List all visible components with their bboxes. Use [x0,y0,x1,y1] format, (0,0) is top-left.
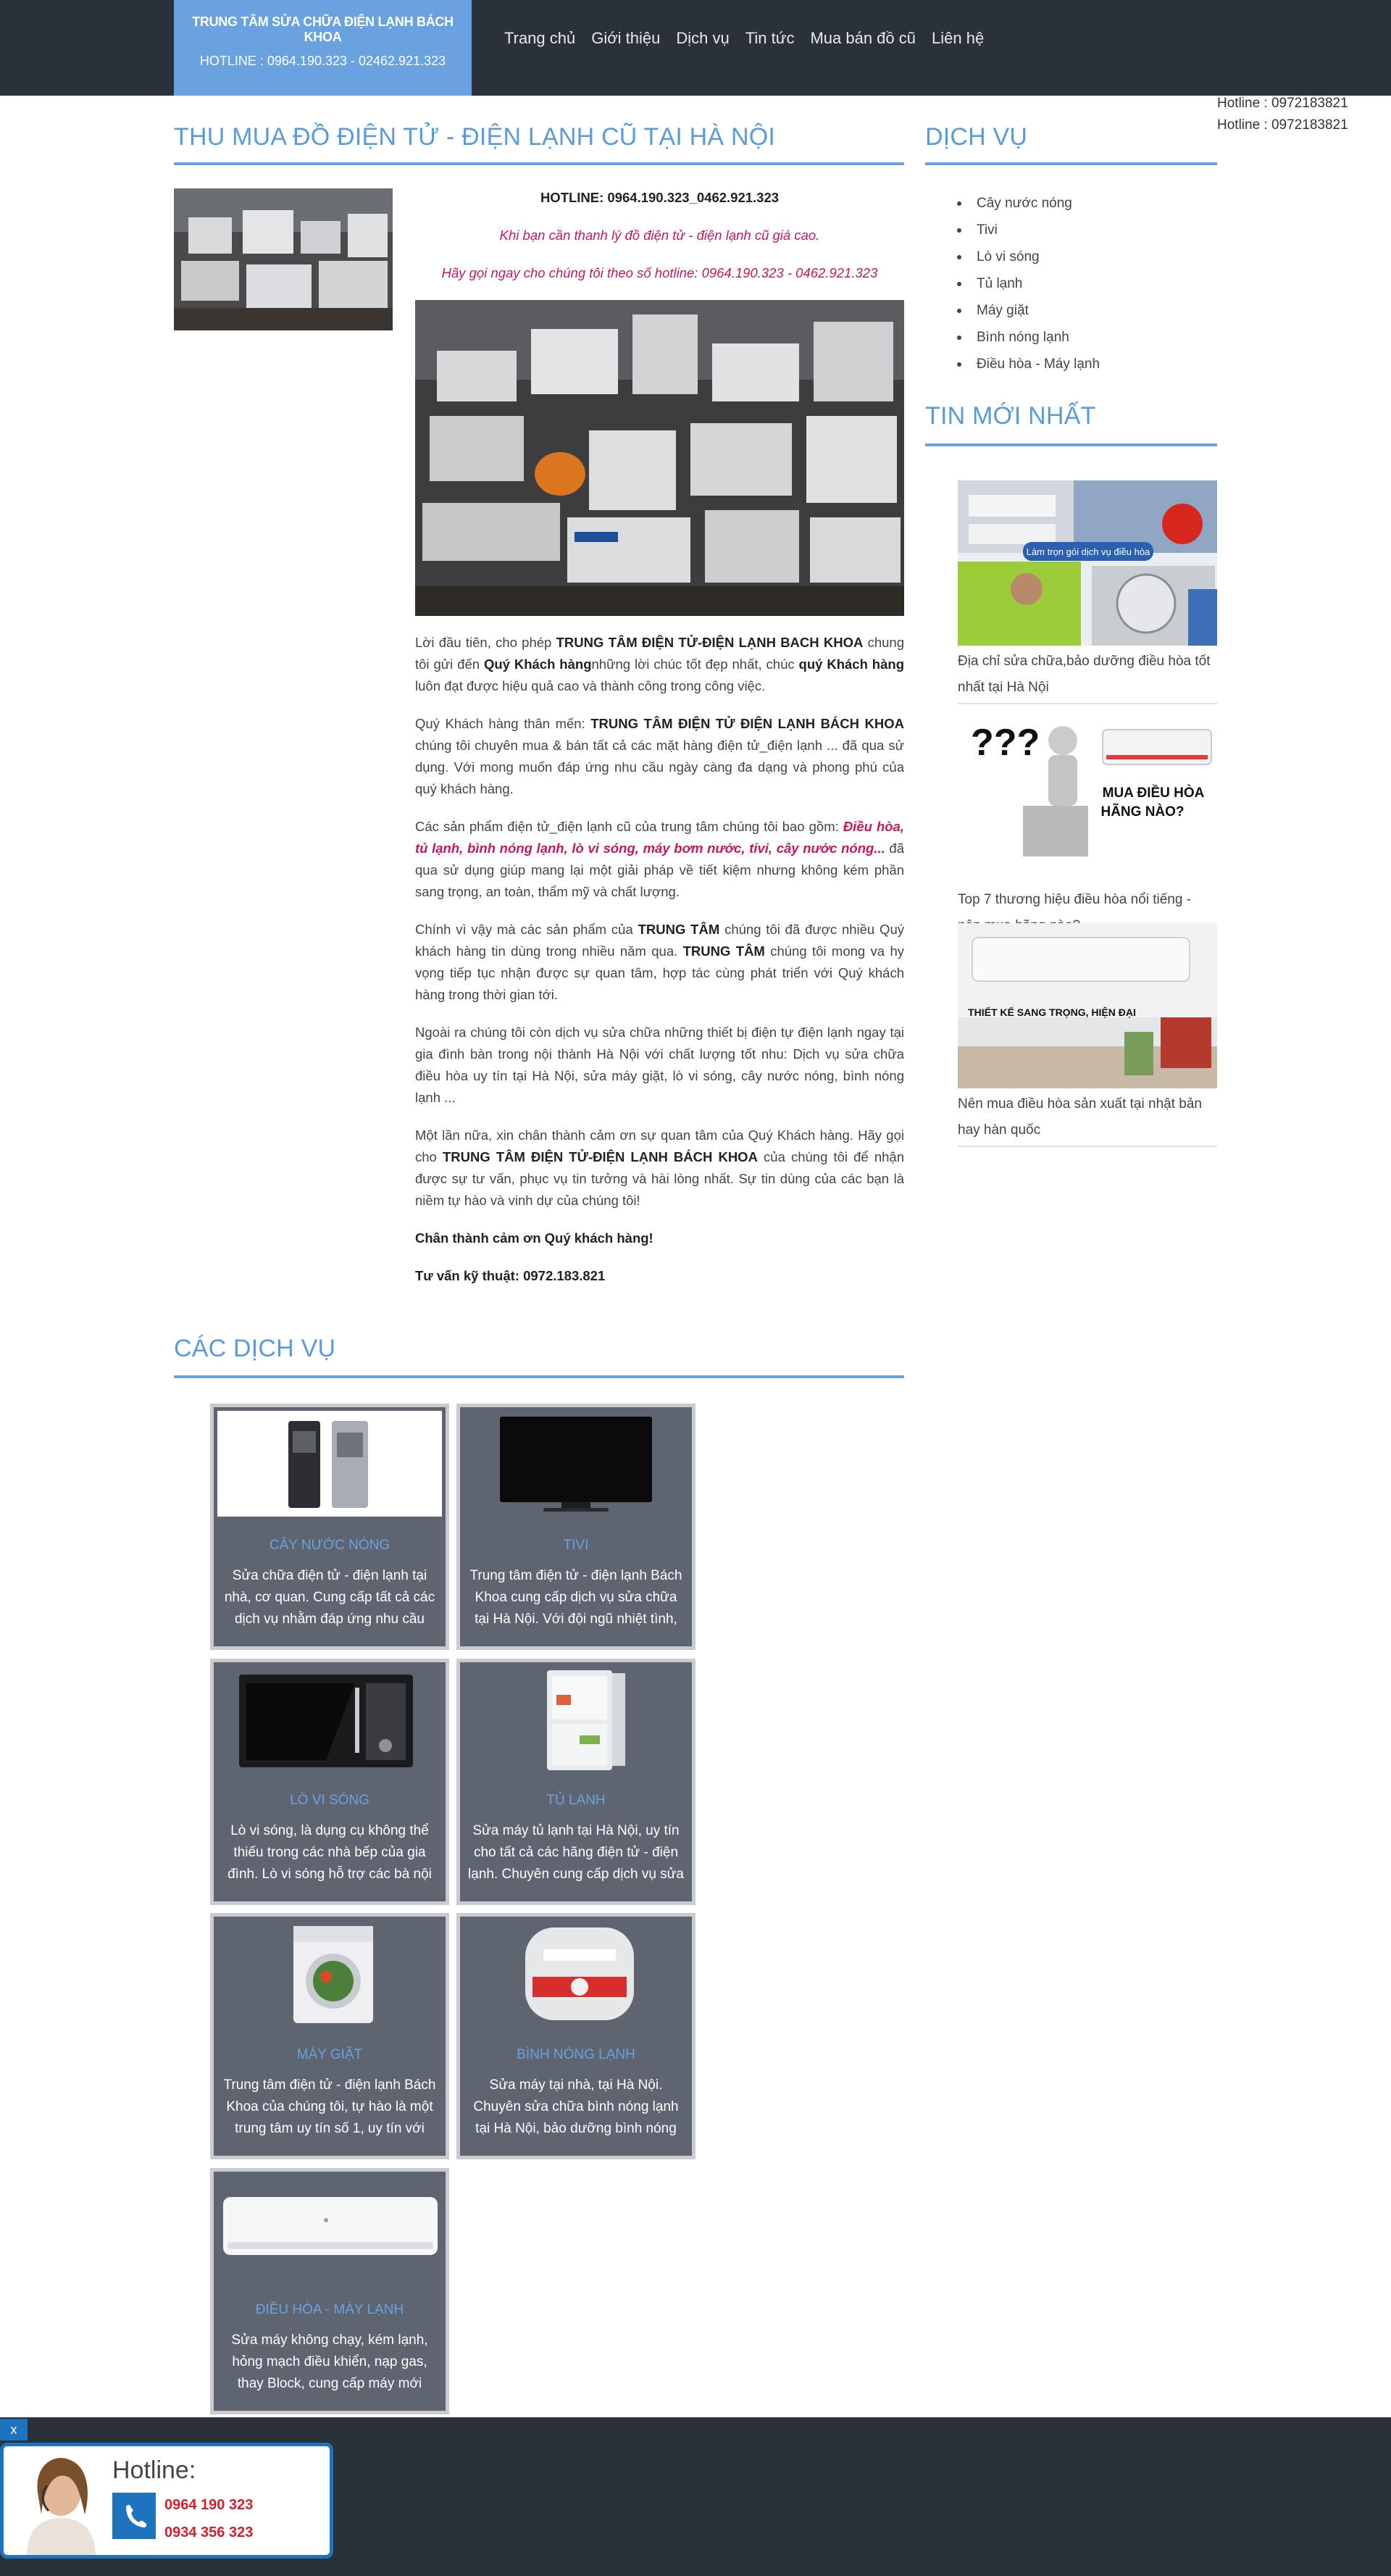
article-paragraph-5: Ngoài ra chúng tôi còn dịch vụ sửa chữa những thiết bị điện tự điện lạnh ngay tại gia đình bàn trong nội thành Hà Nội với chất lượng tốt nhu: Dịch vụ sửa chữa điều hòa uy tín tại Hà Nội, sửa máy giặt, lò vi sóng, cây nước nóng, bình nóng lạnh ... [415,1025,904,1105]
svg-text:THIẾT KẾ SANG TRỌNG, HIỆN ĐẠI: THIẾT KẾ SANG TRỌNG, HIỆN ĐẠI [968,1006,1136,1018]
sidebar-services-underline [925,162,1217,165]
card-title[interactable]: TIVI [563,1538,589,1553]
logo-title: TRUNG TÂM SỬA CHỮA ĐIỆN LẠNH BÁCH KHOA [192,14,454,44]
card-title[interactable]: LÒ VI SÓNG [290,1793,369,1808]
water-heater-image [464,1920,688,2026]
news-title[interactable]: Địa chỉ sửa chữa,bảo dưỡng điều hòa tốt nhất tại Hà Nội [958,654,1211,695]
hotline-title: Hotline: [112,2456,196,2484]
card-description: Trung tâm điện tử - điện lạnh Bách Khoa của chúng tôi, tự hào là một trung tâm uy tín số 1, uy tín với [223,2077,436,2136]
nav-about[interactable]: Giới thiệu [591,29,661,47]
service-card-microwave[interactable] [210,1659,449,1905]
card-title[interactable]: BÌNH NÓNG LẠNH [517,2047,635,2062]
page-title: THU MUA ĐỒ ĐIỆN TỬ - ĐIỆN LẠNH CŨ TẠI HÀ NỘI [174,123,775,151]
article-paragraph-1: Lời đầu tiên, cho phép TRUNG TÂM ĐIỆN TỬ-ĐIỆN LẠNH BACH KHOA chung tôi gửi đến Quý Khách hàngnhững lời chúc tốt đẹp nhất, chúc quý Khách hàng luôn đạt được hiệu quả cao và thành công trong công việc. [415,635,905,693]
card-title[interactable]: MÁY GIẶT [296,2047,363,2062]
site-header [0,0,1391,96]
phone-icon [112,2493,156,2539]
title-underline [174,162,904,165]
washer-image [217,1920,442,2026]
sidebar-news-underline [925,443,1217,446]
card-title[interactable]: ĐIỀU HÒA - MÁY LẠNH [255,2302,404,2317]
tv-image [464,1411,688,1517]
support-agent-avatar [12,2449,110,2556]
close-hotline-button[interactable]: x [0,2419,28,2440]
article-thanks: Chân thành cảm ơn Quý khách hàng! [415,1230,653,1246]
nav-contact[interactable]: Liên hệ [932,29,985,47]
service-card-washer[interactable] [210,1913,449,2159]
water-dispenser-image [217,1411,442,1517]
article-content [415,187,904,1303]
fridge-image [464,1666,688,1772]
news-divider [958,1146,1217,1147]
article-paragraph-4: Chính vì vậy mà các sản phẩm của TRUNG TÂM chúng tôi đã được nhiều Quý khách hàng tin dùng trong nhiều năm qua. TRUNG TÂM chúng tôi mong va hy vọng tiếp tục nhận được sự quan tâm, hợp tác cùng phát triển với Quý khách hàng trong thời gian tới. [415,922,905,1002]
card-title[interactable]: CÂY NƯỚC NÓNG [269,1538,390,1553]
svg-text:???: ??? [971,722,1040,764]
article-paragraph-2: Quý Khách hàng thân mến: TRUNG TÂM ĐIỆN TỬ ĐIỆN LẠNH BÁCH KHOA chúng tôi chuyên mua & bán tất cả các mặt hàng điện tử_điện lạnh ... đã qua sử dụng. Với mong muốn đáp ứng nhu cầu ngày càng đa dạng và phong phú của quý khách hàng. [415,716,904,796]
sidebar-item-fridge[interactable]: Tủ lạnh [955,270,1100,297]
article-advisor: Tư vấn kỹ thuật: 0972.183.821 [415,1268,606,1283]
news-image[interactable] [958,923,1217,1088]
service-card-water-dispenser[interactable] [210,1404,449,1650]
card-title[interactable]: TỦ LẠNH [546,1793,606,1808]
sidebar-news-title: TIN MỚI NHẤT [925,402,1096,430]
top-hotline-1: Hotline : 0972183821 [1217,96,1348,111]
hotline-widget[interactable] [0,2443,333,2559]
card-description: Trung tâm điện tử - điện lạnh Bách Khoa cung cấp dịch vụ sửa chữa tại Hà Nội. Với đội ngũ nhiệt tình, [469,1568,682,1627]
microwave-image [217,1666,442,1772]
hotline-number-2[interactable]: 0934 356 323 [164,2525,254,2540]
svg-text:Làm trọn gói dịch vụ điều hòa: Làm trọn gói dịch vụ điều hòa [1026,546,1150,557]
news-image[interactable] [958,719,1217,884]
card-description: Sửa máy không chạy, kém lạnh, hỏng mạch điều khiển, nạp gas, thay Block, cung cấp máy mới [231,2333,428,2391]
article-main-image [415,300,904,616]
news-item[interactable] [958,719,1217,943]
nav-home[interactable]: Trang chủ [504,29,576,47]
top-hotline-2: Hotline : 0972183821 [1217,117,1348,133]
service-card-water-heater[interactable] [456,1913,696,2159]
news-item[interactable] [958,923,1217,1147]
news-item[interactable] [958,480,1217,704]
air-conditioner-image [217,2175,442,2281]
svg-text:HÃNG NÀO?: HÃNG NÀO? [1100,804,1185,820]
card-description: Sửa máy tại nhà, tại Hà Nội. Chuyên sửa chữa bình nóng lạnh tại Hà Nội, bảo dưỡng bình nóng [473,2077,679,2136]
news-title[interactable]: Nên mua điều hòa sản xuất tại nhật bản hay hàn quốc [958,1096,1202,1138]
services-section-underline [174,1375,904,1378]
nav-services[interactable]: Dịch vụ [676,29,730,47]
nav-used-goods[interactable]: Mua bán đồ cũ [810,29,916,47]
svg-text:MUA ĐIỀU HÒA: MUA ĐIỀU HÒA [1102,785,1205,801]
article-paragraph-3: Các sản phẩm điện tử_điện lạnh cũ của trung tâm chúng tôi bao gồm: Điều hòa, tủ lạnh, bình nóng lạnh, lò vi sóng, máy bơm nước, tivi, cây nước nóng... đã qua sử dụng giúp mang lại một giải pháp về tiết kiệm nhưng không kém phần sang trọng, an toàn, thẩm mỹ và chất lượng. [415,819,904,899]
nav-news[interactable]: Tin tức [745,29,795,47]
article-hotline: HOTLINE: 0964.190.323_0462.921.323 [540,190,780,205]
sidebar-item-water-heater[interactable]: Bình nóng lạnh [955,324,1100,351]
sidebar-services-list [955,190,1100,378]
service-card-fridge[interactable] [456,1659,696,1905]
hotline-number-1[interactable]: 0964 190 323 [164,2497,254,2513]
news-image[interactable] [958,480,1217,646]
article-paragraph-6: Một lần nữa, xin chân thành cảm ơn sự quan tâm của Quý Khách hàng. Hãy gọi cho TRUNG TÂM ĐIỆN TỬ-ĐIỆN LẠNH BÁCH KHOA của chúng tôi để nhận được sự tư vấn, phục vụ tin tưởng và hài lòng nhất. Sự tin dùng của các bạn là niềm tự hào và vinh dự của chúng tôi! [415,1127,904,1208]
card-description: Sửa chữa điện tử - điện lạnh tại nhà, cơ quan. Cung cấp tất cả các dịch vụ nhằm đáp ứng nhu cầu [224,1568,435,1627]
sidebar-item-washer[interactable]: Máy giặt [955,297,1100,324]
article-tagline-1: Khi bạn cần thanh lý đồ điện tử - điện lạnh cũ giá cao. [499,228,820,243]
sidebar-item-microwave[interactable]: Lò vi sóng [955,243,1100,270]
sidebar-item-water-dispenser[interactable]: Cây nước nóng [955,190,1100,217]
sidebar-services-title: DỊCH VỤ [925,123,1028,151]
article-thumbnail [174,188,393,330]
logo-hotline: HOTLINE : 0964.190.323 - 02462.921.323 [199,54,446,68]
site-logo[interactable] [174,0,472,96]
news-title[interactable]: Top 7 thương hiệu điều hòa nổi tiếng - [958,892,1192,907]
sidebar-item-air-conditioner[interactable]: Điều hòa - Máy lạnh [955,351,1100,378]
services-section-title: CÁC DỊCH VỤ [174,1335,336,1362]
service-card-air-conditioner[interactable] [210,2168,449,2414]
sidebar-item-tv[interactable]: Tivi [955,217,1100,243]
card-description: Lò vi sóng, là dụng cụ không thể thiếu trong các nhà bếp của gia đình. Lò vi sóng hỗ trợ các bà nội [227,1823,432,1882]
main-nav [504,29,1000,48]
news-divider [958,703,1217,704]
article-tagline-2: Hãy gọi ngay cho chúng tôi theo số hotline: 0964.190.323 - 0462.921.323 [441,265,878,280]
card-description: Sửa máy tủ lạnh tại Hà Nội, uy tín cho tất cả các hãng điện tử - điện lạnh. Chuyên cung cấp dịch vụ sửa [468,1823,684,1882]
service-card-tv[interactable] [456,1404,696,1650]
